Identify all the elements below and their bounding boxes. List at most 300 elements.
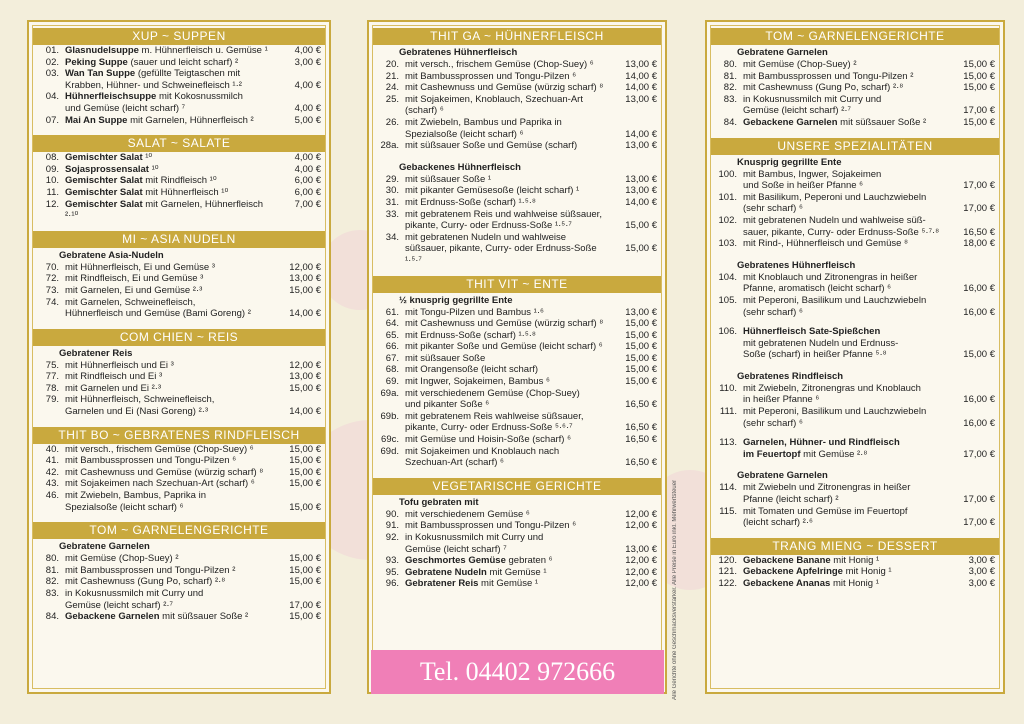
- item-price: 13,00 €: [625, 93, 657, 105]
- menu-item: [707, 117, 1003, 129]
- menu-item: [29, 115, 329, 127]
- item-price: 15,00 €: [625, 364, 657, 376]
- item-number: 83.: [45, 588, 59, 599]
- menu-item: [369, 555, 665, 567]
- item-detail: (sehr scharf) ⁶: [743, 417, 803, 429]
- item-detail: mit gebratenem Reis und wahlweise süßsauer,: [405, 208, 602, 220]
- item-detail: mit Ingwer, Sojakeimen, Bambus ⁶: [405, 376, 550, 388]
- item-description: [743, 383, 949, 395]
- menu-item: [369, 59, 665, 71]
- subsection-title: Gebratene Garnelen: [737, 47, 828, 58]
- item-number: 66.: [385, 341, 399, 353]
- item-detail: mit Cashewnuss (Gung Po, scharf) ²·⁸: [743, 82, 904, 94]
- item-price: 15,00 €: [963, 349, 995, 361]
- item-number: 12.: [45, 198, 59, 210]
- item-number: 73.: [45, 284, 59, 296]
- item-price: 17,00 €: [963, 517, 995, 529]
- item-description: [65, 588, 275, 600]
- item-description: [743, 117, 949, 129]
- item-description: [65, 576, 275, 588]
- item-number: 91.: [385, 520, 399, 532]
- item-description: [65, 91, 275, 103]
- item-description: [65, 57, 275, 69]
- menu-column-3: [705, 20, 1005, 694]
- item-number: [707, 494, 743, 506]
- item-description: [743, 406, 949, 418]
- item-description: [405, 318, 611, 330]
- item-detail: mit Bambussprossen und Tongu-Pilzen ²: [65, 564, 236, 576]
- menu-item: [29, 588, 329, 600]
- menu-item: [707, 215, 1003, 227]
- item-number: 09.: [45, 163, 59, 175]
- section-header: MI ~ ASIA NUDELN: [33, 231, 325, 248]
- item-number: 28a.: [380, 140, 399, 152]
- item-price: 16,50 €: [625, 399, 657, 411]
- item-description: [65, 175, 275, 187]
- item-detail: mit pikanter Soße und Gemüse (leicht scharf) ⁶: [405, 341, 603, 353]
- item-detail: mit Zwiebeln, Zitronengras und Knoblauch: [743, 382, 921, 394]
- menu-item: [369, 129, 665, 141]
- section-header: COM CHIEN ~ REIS: [33, 329, 325, 346]
- item-name: Gemischter Salat: [65, 175, 143, 187]
- item-name: Gemischter Salat: [65, 198, 143, 210]
- item-price: 4,00 €: [294, 102, 321, 114]
- subsection-title: Gebratene Garnelen: [59, 541, 150, 553]
- item-description: [65, 565, 275, 577]
- item-number: [707, 449, 743, 461]
- item-detail: und Gemüse (leicht scharf) ⁷: [65, 102, 186, 114]
- item-number: [707, 338, 743, 350]
- item-name: Mai An Suppe: [65, 114, 128, 126]
- item-price: [275, 588, 329, 600]
- item-price: 16,50 €: [625, 434, 657, 446]
- item-number: [707, 227, 743, 239]
- item-price: [949, 192, 1003, 204]
- item-description: [743, 295, 949, 307]
- item-price: 15,00 €: [625, 243, 657, 255]
- menu-item: [707, 272, 1003, 284]
- item-detail: mit Hühnerfleisch und Ei ³: [65, 359, 174, 371]
- item-description: [743, 82, 949, 94]
- item-description: [405, 446, 611, 458]
- item-number: [707, 349, 743, 361]
- item-price: 15,00 €: [963, 116, 995, 128]
- item-detail: mit Orangensoße (leicht scharf): [405, 364, 539, 376]
- item-price: 15,00 €: [289, 501, 321, 513]
- menu-section: [29, 225, 329, 323]
- item-price: [949, 272, 1003, 284]
- item-number: 82.: [45, 576, 59, 588]
- item-price: 13,00 €: [625, 173, 657, 185]
- item-description: [65, 611, 275, 623]
- item-price: 15,00 €: [289, 284, 321, 296]
- subsection-title: Gebratener Reis: [59, 347, 133, 359]
- menu-section: [707, 532, 1003, 593]
- item-detail: mit Rind-, Hühnerfleisch und Gemüse ⁸: [743, 238, 909, 250]
- section-header: THIT GA ~ HÜHNERFLEISCH: [373, 28, 661, 45]
- item-description: [65, 80, 275, 92]
- item-price: [949, 94, 1003, 106]
- item-number: 92.: [385, 532, 399, 543]
- item-price: 13,00 €: [625, 140, 657, 152]
- menu-item: [369, 71, 665, 83]
- menu-item: [29, 394, 329, 406]
- item-name: Hühnerfleisch Sate-Spießchen: [743, 326, 881, 338]
- item-description: [65, 273, 275, 285]
- item-description: [405, 411, 611, 423]
- item-detail: sauer, pikante, Curry- oder Erdnuss-Soße ⁵·⁷·⁸: [743, 226, 940, 238]
- item-description: [743, 326, 949, 338]
- menu-item: [707, 238, 1003, 250]
- menu-item: [707, 283, 1003, 295]
- item-description: [65, 164, 275, 176]
- item-description: [65, 262, 275, 274]
- section-header: VEGETARISCHE GERICHTE: [373, 478, 661, 495]
- item-price: 6,00 €: [294, 186, 321, 198]
- item-detail: mit Kokosnussmilch: [158, 91, 243, 103]
- item-detail: mit süßsauer Soße: [405, 352, 486, 364]
- item-price: 12,00 €: [625, 578, 657, 590]
- item-description: [405, 243, 611, 266]
- item-price: [611, 117, 665, 129]
- item-number: 95.: [385, 566, 399, 578]
- item-description: [743, 227, 949, 239]
- item-description: [65, 600, 275, 612]
- menu-item: [29, 576, 329, 588]
- subsection-title: ½ knusprig gegrillte Ente: [399, 294, 513, 306]
- menu-item: [369, 509, 665, 521]
- menu-item: [707, 105, 1003, 117]
- menu-item: [29, 383, 329, 395]
- item-description: [65, 383, 275, 395]
- section-header: SALAT ~ SALATE: [33, 135, 325, 152]
- item-detail: mit Erdnuss-Soße (scharf) ¹·⁵·⁸: [405, 329, 536, 341]
- item-name: Gebackene Garnelen: [65, 611, 160, 623]
- item-detail: (sehr scharf) ⁶: [743, 203, 803, 215]
- item-name: Glasnudelsuppe: [65, 45, 139, 56]
- menu-section: [369, 472, 665, 593]
- item-price: 15,00 €: [625, 329, 657, 341]
- item-detail: ¹⁰: [151, 163, 159, 175]
- item-price: 4,00 €: [294, 79, 321, 91]
- menu-item: [707, 383, 1003, 395]
- menu-item: [29, 187, 329, 199]
- item-description: [65, 371, 275, 383]
- item-price: 17,00 €: [963, 494, 995, 506]
- item-detail: mit Tongu-Pilzen und Bambus ¹·⁶: [405, 306, 544, 318]
- item-price: 15,00 €: [289, 576, 321, 588]
- item-description: [405, 376, 611, 388]
- item-description: [65, 444, 275, 456]
- subsection-title: Gebratene Garnelen: [737, 470, 828, 482]
- item-price: [949, 437, 1003, 449]
- item-price: 16,50 €: [963, 226, 995, 238]
- item-description: [405, 544, 611, 556]
- item-name: Hühnerfleischsuppe: [65, 91, 157, 103]
- item-description: [743, 437, 949, 449]
- item-description: [65, 297, 275, 309]
- item-name: Gemischter Salat: [65, 186, 143, 198]
- menu-item: [369, 209, 665, 221]
- item-number: [29, 308, 65, 320]
- item-number: 10.: [45, 175, 59, 187]
- menu-item: [369, 578, 665, 590]
- item-description: [405, 388, 611, 400]
- item-number: 67.: [385, 352, 399, 364]
- item-description: [405, 197, 611, 209]
- item-description: [65, 478, 275, 490]
- menu-section: [707, 132, 1003, 532]
- item-detail: mit süßsauer Soße ²: [840, 116, 927, 128]
- menu-item: [29, 611, 329, 623]
- item-price: [275, 297, 329, 309]
- item-number: 31.: [385, 196, 399, 208]
- item-name: Gebackene Garnelen: [743, 116, 838, 128]
- item-description: [405, 509, 611, 521]
- menu-item: [707, 71, 1003, 83]
- menu-item: [707, 307, 1003, 319]
- item-detail: mit Bambussprossen und Tongu-Pilzen ⁶: [405, 70, 577, 82]
- subsection-title: Gebratenes Hühnerfleisch: [399, 47, 518, 58]
- item-detail: mit Gemüse (Chop-Suey) ²: [743, 59, 857, 70]
- item-detail: gebraten ⁶: [508, 555, 553, 567]
- item-price: [611, 232, 665, 244]
- item-detail: und Soße in heißer Pfanne ⁶: [743, 180, 864, 192]
- menu-item: [29, 262, 329, 274]
- subsection-title: Gebratenes Rindfleisch: [737, 370, 844, 382]
- item-description: [743, 105, 949, 117]
- item-number: 70.: [45, 261, 59, 273]
- item-description: [743, 238, 949, 250]
- item-description: [65, 360, 275, 372]
- menu-item: [29, 502, 329, 514]
- item-price: [949, 338, 1003, 350]
- item-detail: (sauer und leicht scharf) ²: [130, 56, 239, 68]
- item-number: [29, 103, 65, 115]
- item-price: 15,00 €: [289, 466, 321, 478]
- menu-column-2: [367, 20, 667, 694]
- item-number: 100.: [718, 168, 737, 180]
- item-price: 16,00 €: [963, 394, 995, 406]
- item-name: Gebratener Reis: [405, 578, 479, 590]
- menu-item: [369, 388, 665, 400]
- item-description: [405, 117, 611, 129]
- item-number: [29, 80, 65, 92]
- item-detail: mit Rindfleisch, Ei und Gemüse ³: [65, 273, 204, 285]
- item-price: 12,00 €: [289, 359, 321, 371]
- item-description: [743, 394, 949, 406]
- item-price: 15,00 €: [289, 611, 321, 623]
- item-number: 46.: [45, 490, 59, 502]
- item-price: 15,00 €: [289, 443, 321, 455]
- item-number: 43.: [45, 478, 59, 490]
- item-description: [65, 467, 275, 479]
- item-number: 69d.: [380, 445, 399, 457]
- item-detail: mit Garnelen, Ei und Gemüse ²·³: [65, 284, 203, 296]
- item-name: Gebackene Banane: [743, 554, 831, 566]
- menu-item: [29, 68, 329, 80]
- item-description: [743, 506, 949, 518]
- item-description: [405, 94, 611, 117]
- item-detail: mit Garnelen, Hühnerfleisch ²·¹⁰: [65, 198, 264, 222]
- item-number: [707, 394, 743, 406]
- item-name: im Feuertopf: [743, 448, 801, 460]
- item-detail: mit gebratenen Nudeln und Erdnuss-: [743, 337, 899, 349]
- item-detail: pikante, Curry- oder Erdnuss-Soße ⁵·⁶·⁷: [405, 422, 573, 434]
- item-number: 102.: [718, 214, 737, 226]
- item-number: 68.: [385, 364, 399, 376]
- menu-item: [707, 349, 1003, 361]
- menu-section: [707, 22, 1003, 132]
- item-price: 14,00 €: [625, 196, 657, 208]
- menu-item: [29, 273, 329, 285]
- menu-item: [369, 364, 665, 376]
- item-description: [743, 566, 949, 578]
- item-number: 26.: [385, 116, 399, 128]
- item-number: 78.: [45, 382, 59, 394]
- menu-item: [707, 203, 1003, 215]
- section-header: THIT BO ~ GEBRATENES RINDFLEISCH: [33, 427, 325, 444]
- item-description: [743, 169, 949, 181]
- item-number: 01.: [45, 45, 59, 56]
- item-price: 15,00 €: [289, 455, 321, 467]
- item-detail: mit verschiedenem Gemüse (Chop-Suey): [405, 387, 580, 399]
- item-detail: mit gebratenen Nudeln und wahlweise: [405, 231, 567, 243]
- item-description: [405, 532, 611, 544]
- item-number: 90.: [385, 508, 399, 520]
- item-description: [65, 115, 275, 127]
- menu-item: [369, 376, 665, 388]
- item-price: 15,00 €: [963, 70, 995, 82]
- item-price: [611, 411, 665, 423]
- menu-item: [29, 45, 329, 57]
- item-detail: mit pikanter Gemüsesoße (leicht scharf) ¹: [405, 185, 580, 197]
- item-detail: mit Zwiebeln und Zitronengras in heißer: [743, 482, 911, 494]
- item-description: [743, 418, 949, 430]
- item-detail: mit süßsauer Soße ²: [162, 611, 249, 623]
- item-description: [743, 307, 949, 319]
- item-number: [369, 422, 405, 434]
- item-description: [405, 520, 611, 532]
- item-price: 13,00 €: [625, 59, 657, 70]
- section-header: XUP ~ SUPPEN: [33, 28, 325, 45]
- item-number: 20.: [385, 59, 399, 70]
- item-detail: mit Cashewnuss und Gemüse (würzig scharf) ⁸: [405, 82, 604, 94]
- menu-item: [369, 411, 665, 423]
- item-price: 16,00 €: [963, 306, 995, 318]
- menu-section: [369, 22, 665, 270]
- menu-item: [29, 308, 329, 320]
- menu-item: [369, 82, 665, 94]
- item-detail: mit Rindfleisch ¹⁰: [145, 175, 217, 187]
- menu-section: [29, 22, 329, 129]
- menu-item: [707, 437, 1003, 449]
- item-number: 24.: [385, 82, 399, 94]
- item-price: 12,00 €: [625, 520, 657, 532]
- item-number: 104.: [718, 271, 737, 283]
- item-detail: m. Hühnerfleisch u. Gemüse ¹: [141, 45, 268, 56]
- item-number: 93.: [385, 555, 399, 567]
- menu-item: [29, 600, 329, 612]
- item-number: [369, 544, 405, 556]
- item-number: [707, 203, 743, 215]
- item-detail: mit Gemüse ²·⁸: [803, 448, 868, 460]
- item-number: 40.: [45, 443, 59, 455]
- item-number: 113.: [719, 437, 737, 449]
- item-description: [65, 394, 275, 406]
- menu-item: [29, 103, 329, 115]
- item-detail: Gemüse (leicht scharf) ⁷: [405, 543, 507, 555]
- item-description: [405, 129, 611, 141]
- item-number: [369, 243, 405, 266]
- item-number: 121.: [718, 566, 737, 578]
- menu-item: [29, 285, 329, 297]
- menu-item: [369, 457, 665, 469]
- item-detail: süßsauer, pikante, Curry- oder Erdnuss-Soße ¹·⁵·⁷: [405, 243, 597, 266]
- item-number: 69b.: [380, 410, 399, 422]
- item-description: [405, 353, 611, 365]
- item-description: [65, 45, 275, 57]
- item-detail: mit Hühnerfleisch, Schweinefleisch,: [65, 394, 215, 406]
- item-price: 16,50 €: [625, 457, 657, 469]
- item-number: [369, 399, 405, 411]
- section-header: THIT VIT ~ ENTE: [373, 276, 661, 293]
- item-price: [611, 532, 665, 544]
- menu-item: [369, 544, 665, 556]
- item-detail: (gefüllte Teigtaschen mit: [137, 68, 241, 80]
- item-detail: mit Gemüse und Hoisin-Soße (scharf) ⁶: [405, 434, 571, 446]
- item-description: [405, 457, 611, 469]
- item-detail: pikante, Curry- oder Erdnuss-Soße ¹·⁵·⁷: [405, 220, 572, 232]
- menu-item: [707, 578, 1003, 590]
- item-price: 14,00 €: [625, 82, 657, 94]
- item-detail: mit Honig ¹: [845, 566, 892, 578]
- item-detail: in heißer Pfanne ⁶: [743, 394, 820, 406]
- menu-item: [369, 318, 665, 330]
- item-detail: und pikanter Soße ⁶: [405, 399, 490, 411]
- item-number: 106.: [718, 326, 737, 338]
- item-price: 15,00 €: [289, 553, 321, 565]
- menu-item: [707, 295, 1003, 307]
- item-price: 15,00 €: [289, 564, 321, 576]
- item-number: 69.: [385, 376, 399, 388]
- section-header: UNSERE SPEZIALITÄTEN: [711, 138, 999, 155]
- item-detail: mit Zwiebeln, Bambus und Paprika in: [405, 116, 562, 128]
- item-price: [949, 506, 1003, 518]
- menu-item: [707, 555, 1003, 567]
- item-price: [949, 215, 1003, 227]
- menu-item: [29, 371, 329, 383]
- item-description: [405, 364, 611, 376]
- item-number: 30.: [385, 185, 399, 197]
- menu-item: [369, 520, 665, 532]
- item-detail: mit Basilikum, Peperoni und Lauchzwiebeln: [743, 191, 927, 203]
- item-description: [65, 490, 275, 502]
- item-number: 103.: [718, 238, 737, 250]
- item-description: [405, 567, 611, 579]
- item-number: 115.: [719, 505, 737, 517]
- item-number: [369, 129, 405, 141]
- item-detail: mit süßsauer Soße und Gemüse (scharf): [405, 140, 578, 152]
- menu-item: [369, 434, 665, 446]
- item-description: [65, 406, 275, 418]
- item-price: 14,00 €: [289, 406, 321, 418]
- menu-item: [707, 326, 1003, 338]
- item-number: 11.: [46, 186, 59, 198]
- item-description: [405, 140, 611, 152]
- item-detail: Gemüse (leicht scharf) ²·⁷: [743, 105, 851, 117]
- item-detail: (leicht scharf) ²·⁶: [743, 517, 813, 529]
